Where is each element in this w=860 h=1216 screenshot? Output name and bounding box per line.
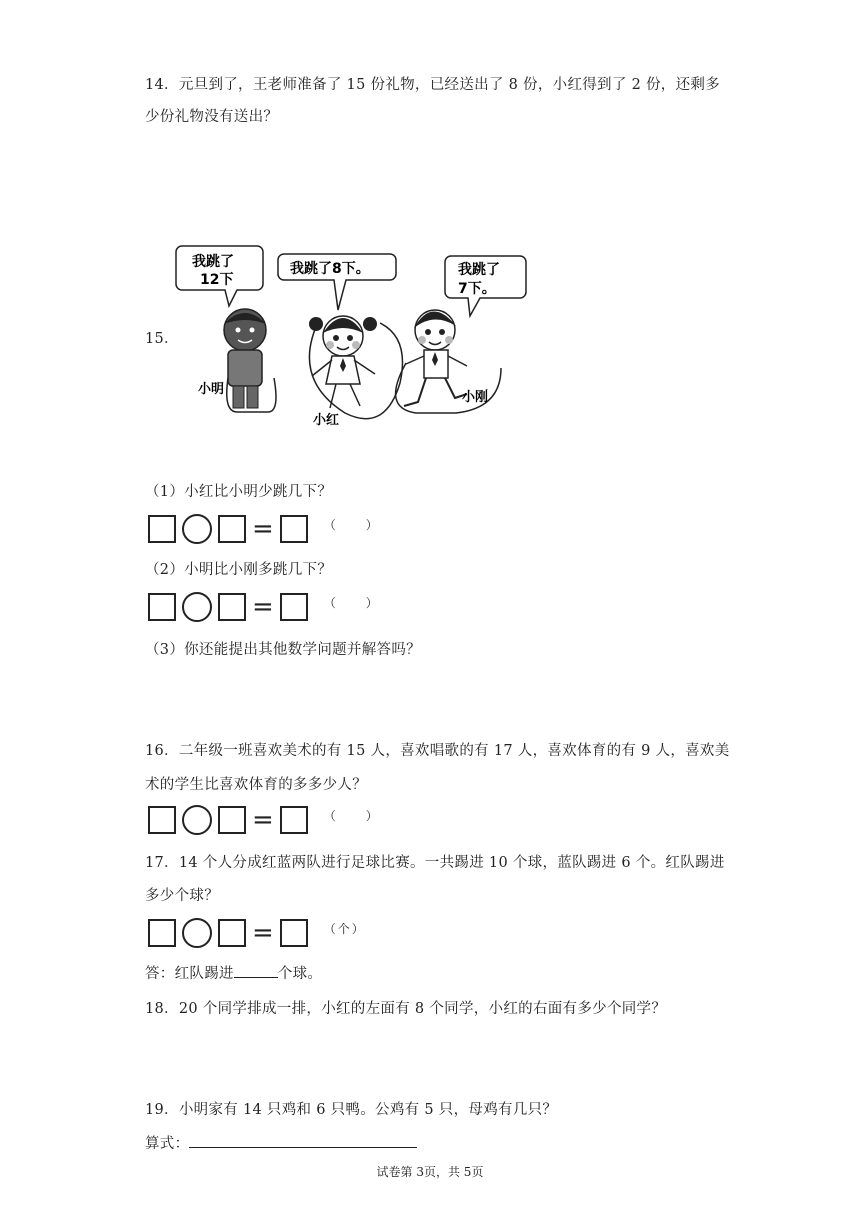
name-ming: 小明 bbox=[198, 382, 225, 397]
answer-box[interactable] bbox=[218, 593, 246, 621]
equals-sign: = bbox=[252, 592, 274, 622]
speech-bubble-gang bbox=[445, 256, 526, 316]
q15-sub1-text: （1）小红比小明少跳几下？ bbox=[145, 484, 333, 500]
answer-box[interactable] bbox=[218, 919, 246, 947]
answer-box[interactable] bbox=[148, 515, 176, 543]
q19-formula-label: 算式： bbox=[145, 1136, 190, 1152]
name-gang: 小刚 bbox=[462, 390, 489, 405]
figure-gang bbox=[396, 310, 501, 413]
unit-blank: （ ） bbox=[323, 595, 380, 610]
answer-box[interactable] bbox=[280, 806, 308, 834]
operator-circle[interactable] bbox=[182, 805, 212, 835]
q17-text-line2: 多少个球？ bbox=[145, 888, 219, 904]
answer-box[interactable] bbox=[148, 593, 176, 621]
name-hong: 小红 bbox=[313, 413, 340, 428]
operator-circle[interactable] bbox=[182, 592, 212, 622]
answer-box[interactable] bbox=[280, 593, 308, 621]
unit-blank: （ ） bbox=[323, 517, 380, 532]
operator-circle[interactable] bbox=[182, 514, 212, 544]
equals-sign: = bbox=[252, 514, 274, 544]
unit-label: （个） bbox=[323, 921, 366, 936]
answer-box[interactable] bbox=[218, 515, 246, 543]
q15-sub3-text: （3）你还能提出其他数学问题并解答吗？ bbox=[145, 642, 421, 658]
q14-text-line2: 少份礼物没有送出？ bbox=[145, 109, 279, 125]
bubble-gang-line2: 7下。 bbox=[458, 281, 496, 297]
jump-rope-illustration bbox=[170, 238, 540, 433]
q17-text-line1: 17．14 个人分成红蓝两队进行足球比赛。一共踢进 10 个球，蓝队踢进 6 个。红队踢进 bbox=[145, 855, 725, 871]
unit-blank: （ ） bbox=[323, 808, 380, 823]
answer-box[interactable] bbox=[218, 806, 246, 834]
q16-formula bbox=[148, 804, 380, 836]
q14-text-line1: 14．元旦到了，王老师准备了 15 份礼物，已经送出了 8 份，小红得到了 2 份，还剩多 bbox=[145, 77, 721, 93]
page-footer: 试卷第 3页，共 5页 bbox=[376, 1165, 484, 1179]
figure-ming bbox=[198, 309, 276, 412]
answer-box[interactable] bbox=[280, 515, 308, 543]
equals-sign: = bbox=[252, 918, 274, 948]
bubble-gang-line1: 我跳了 bbox=[458, 262, 500, 278]
q19-formula-blank[interactable] bbox=[189, 1147, 417, 1148]
q15-sub1-formula bbox=[148, 513, 380, 545]
q15-number: 15． bbox=[145, 331, 179, 347]
q18-text: 18．20 个同学排成一排，小红的左面有 8 个同学，小红的右面有多少个同学？ bbox=[145, 1001, 667, 1017]
bubble-ming-line2: 12下 bbox=[200, 272, 234, 288]
q17-answer-blank[interactable] bbox=[234, 977, 278, 978]
q16-text-line2: 术的学生比喜欢体育的多多少人？ bbox=[145, 777, 367, 793]
speech-bubble-hong bbox=[278, 254, 396, 310]
bubble-ming-line1: 我跳了 bbox=[192, 254, 234, 270]
answer-box[interactable] bbox=[280, 919, 308, 947]
answer-box[interactable] bbox=[148, 806, 176, 834]
equals-sign: = bbox=[252, 805, 274, 835]
q17-answer-line bbox=[145, 962, 322, 983]
speech-bubble-ming bbox=[176, 246, 263, 306]
answer-box[interactable] bbox=[148, 919, 176, 947]
figure-hong bbox=[309, 316, 403, 428]
q17-answer-prefix: 答：红队踢进 bbox=[145, 966, 234, 982]
q15-sub2-formula bbox=[148, 591, 380, 623]
bubble-hong-text: 我跳了8下。 bbox=[290, 261, 370, 277]
q19-text: 19．小明家有 14 只鸡和 6 只鸭。公鸡有 5 只，母鸡有几只？ bbox=[145, 1102, 558, 1118]
q15-sub2-text: （2）小明比小刚多跳几下？ bbox=[145, 562, 333, 578]
q16-text-line1: 16．二年级一班喜欢美术的有 15 人，喜欢唱歌的有 17 人，喜欢体育的有 9 人，喜欢美 bbox=[145, 743, 730, 759]
q17-answer-suffix: 个球。 bbox=[277, 966, 323, 982]
q19-formula-line bbox=[145, 1132, 417, 1153]
q17-formula bbox=[148, 917, 366, 949]
operator-circle[interactable] bbox=[182, 918, 212, 948]
